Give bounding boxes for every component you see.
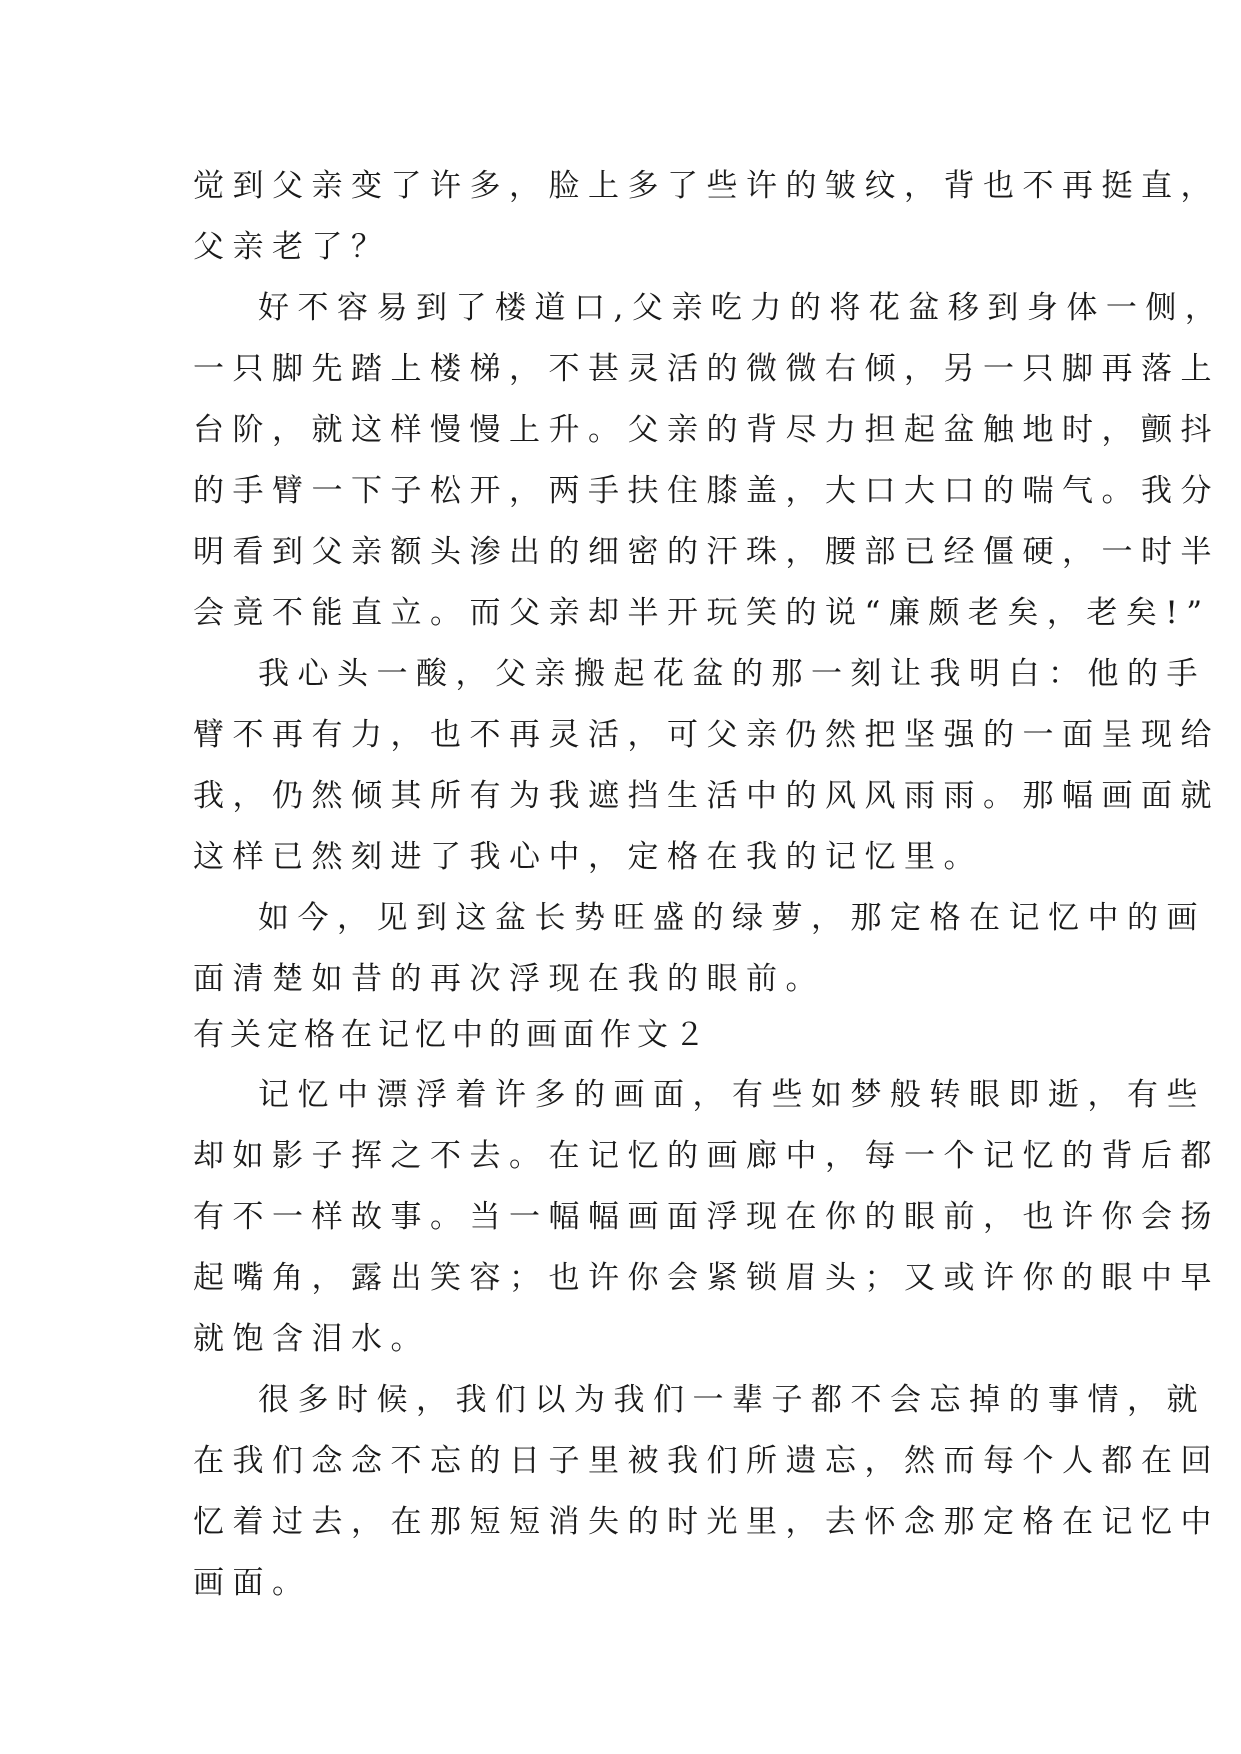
section-heading: 有关定格在记忆中的画面作文２ — [193, 1017, 711, 1053]
text-line: 一只脚先踏上楼梯，不甚灵活的微微右倾，另一只脚再落上 — [193, 351, 1220, 387]
text-line: 觉到父亲变了许多，脸上多了些许的皱纹，背也不再挺直， — [193, 168, 1220, 204]
text-line: 臂不再有力，也不再灵活，可父亲仍然把坚强的一面呈现给 — [193, 717, 1220, 753]
text-line: 画面。 — [193, 1565, 312, 1601]
text-line: 台阶，就这样慢慢上升。父亲的背尽力担起盆触地时，颤抖 — [193, 412, 1220, 448]
text-line: 面清楚如昔的再次浮现在我的眼前。 — [193, 961, 825, 997]
paragraph-start-line: 很多时候，我们以为我们一辈子都不会忘掉的事情，就 — [258, 1382, 1206, 1418]
text-line: 明看到父亲额头渗出的细密的汗珠，腰部已经僵硬，一时半 — [193, 534, 1220, 570]
text-line: 有不一样故事。当一幅幅画面浮现在你的眼前，也许你会扬 — [193, 1199, 1220, 1235]
text-line: 父亲老了？ — [193, 229, 391, 265]
text-line: 这样已然刻进了我心中，定格在我的记忆里。 — [193, 839, 983, 875]
paragraph-start-line: 如今，见到这盆长势旺盛的绿萝，那定格在记忆中的画 — [258, 900, 1206, 936]
paragraph-start-line: 我心头一酸，父亲搬起花盆的那一刻让我明白：他的手 — [258, 656, 1206, 692]
text-line: 忆着过去，在那短短消失的时光里，去怀念那定格在记忆中 — [193, 1504, 1220, 1540]
text-line: 却如影子挥之不去。在记忆的画廊中，每一个记忆的背后都 — [193, 1138, 1220, 1174]
paragraph-start-line: 好不容易到了楼道口,父亲吃力的将花盆移到身体一侧， — [258, 290, 1225, 326]
text-line: 在我们念念不忘的日子里被我们所遗忘，然而每个人都在回 — [193, 1443, 1220, 1479]
text-line: 我，仍然倾其所有为我遮挡生活中的风风雨雨。那幅画面就 — [193, 778, 1220, 814]
text-line: 就饱含泪水。 — [193, 1321, 430, 1357]
paragraph-start-line: 记忆中漂浮着许多的画面，有些如梦般转眼即逝，有些 — [258, 1077, 1206, 1113]
text-line: 起嘴角，露出笑容；也许你会紧锁眉头；又或许你的眼中早 — [193, 1260, 1220, 1296]
text-line: 会竟不能直立。而父亲却半开玩笑的说“廉颇老矣，老矣!” — [193, 595, 1211, 631]
text-line: 的手臂一下子松开，两手扶住膝盖，大口大口的喘气。我分 — [193, 473, 1220, 509]
